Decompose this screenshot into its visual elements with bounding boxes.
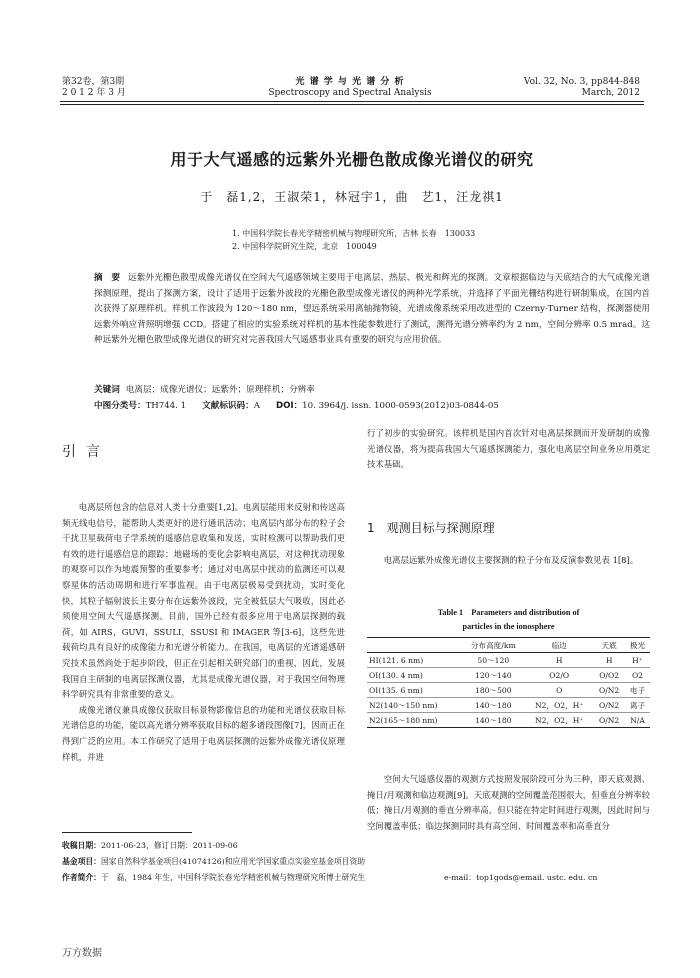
footnote-author bbox=[62, 870, 652, 886]
table-cell: O2/O bbox=[525, 668, 593, 683]
table-header-cell: 临边 bbox=[525, 638, 593, 653]
table-header-cell: 分布高度/km bbox=[462, 638, 526, 653]
footnote-rule bbox=[62, 832, 192, 833]
intro-paragraph: 成像光谱仪兼具成像仪获取目标景物影像信息的功能和光谱仪获取目标光谱信息的功能，能以高光谱分辨率获取目标的超多谱段图像[7]，因而正在得到广泛的应用。本工作研究了适用于电离层探测的远紫外成像光谱仪原理样机，并进 bbox=[62, 704, 345, 762]
footnote-received bbox=[62, 838, 652, 854]
keywords-label: 关键词 bbox=[94, 385, 120, 395]
table-cell: H⁺ bbox=[625, 653, 650, 668]
table-cell: N2(165～180 nm) bbox=[367, 713, 462, 728]
section-1-paragraph: 电离层远紫外成像光谱仪主要探测的粒子分布及反演参数见表 1[8]。 bbox=[383, 555, 639, 565]
table-header-cell: 极光 bbox=[625, 638, 650, 653]
doi-label: DOI： bbox=[275, 401, 303, 411]
abstract-text: 远紫外光栅色散型成像光谱仪在空间大气遥感领域主要用于电离层、热层、极光和辉光的探测。文章根据临边与天底结合的大气成像光谱探测原理，提出了探测方案，设计了适用于远紫外波段的光栅色散型成像光谱仪的两种光学系统，并选择了平面光栅结构进行研制集成，在国内首次获得了原理样机。样机工作波段为 120～180 nm，望远系统采用离轴抛物镜，光谱成像系统采用改进型的 Czerny-Turner 结构，探测器使用远紫外响应背照明增强 CCD。搭建了相应的实验系统对样机的基本性能参数进行了测试，测得光谱分辨率约为 2 nm，空间分辨率 0.5 mrad。这种远紫外光栅色散型成像光谱仪的研究对完善我国大气遥感事业具有重要的研究与应用价值。 bbox=[94, 273, 650, 345]
issue-date-en: March, 2012 bbox=[581, 88, 640, 98]
header-rule-thin bbox=[60, 104, 644, 105]
wanfang-watermark: 万方数据 bbox=[62, 948, 102, 959]
table-1-caption-line2: particles in the ionosphere bbox=[462, 622, 555, 631]
intro-body bbox=[62, 500, 345, 765]
keywords bbox=[94, 382, 650, 398]
journal-issue-en bbox=[524, 77, 640, 99]
table-cell: O2 bbox=[625, 668, 650, 683]
author-bio-value: 于 磊，1984 年生，中国科学院长春光学精密机械与物理研究所博士研究生 bbox=[100, 873, 366, 882]
header-rule-thick bbox=[60, 101, 644, 102]
abstract bbox=[94, 271, 650, 349]
table-cell: N/A bbox=[625, 713, 650, 728]
clc-value: TH744. 1 bbox=[145, 401, 187, 411]
classification-line bbox=[94, 398, 650, 414]
table-cell: O/N2 bbox=[593, 713, 625, 728]
author-email: e-mail：top1gods@email. ustc. edu. cn bbox=[444, 873, 598, 882]
table-row bbox=[367, 713, 650, 728]
journal-name-en: Spectroscopy and Spectral Analysis bbox=[268, 88, 432, 98]
section-1-title: 观测目标与探测原理 bbox=[386, 521, 495, 535]
journal-issue-cn: 第32卷，第3期 bbox=[62, 77, 125, 87]
table-row bbox=[367, 668, 650, 683]
doc-code-value: A bbox=[253, 401, 260, 411]
paper-title: 用于大气遥感的远紫外光栅色散成像光谱仪的研究 bbox=[170, 150, 534, 169]
table-header-cell: 天底 bbox=[593, 638, 625, 653]
journal-name bbox=[220, 77, 480, 99]
received-label: 收稿日期： bbox=[62, 841, 101, 850]
observation-modes-body bbox=[367, 772, 650, 834]
table-cell: H bbox=[593, 653, 625, 668]
table-1-caption bbox=[367, 606, 650, 634]
abstract-label: 摘 要 bbox=[94, 273, 121, 283]
table-cell: O/O2 bbox=[593, 668, 625, 683]
table-1-caption-line1: Table 1 Parameters and distribution of bbox=[437, 608, 580, 617]
fund-value: 国家自然科学基金项目(41074126)和应用光学国家重点实验室基金项目资助 bbox=[100, 857, 366, 866]
section-1-heading bbox=[367, 519, 495, 536]
table-row bbox=[367, 698, 650, 713]
footnote-funding bbox=[62, 854, 652, 870]
author-bio-label: 作者简介： bbox=[62, 873, 101, 882]
journal-name-cn: 光 谱 学 与 光 谱 分 析 bbox=[295, 77, 405, 87]
journal-volume-info bbox=[62, 77, 126, 99]
table-cell: H bbox=[525, 653, 593, 668]
received-value: 2011-06-23，修订日期：2011-09-06 bbox=[100, 841, 238, 850]
section-1-body bbox=[367, 553, 650, 569]
table-cell: 电子 bbox=[625, 683, 650, 698]
section-1-number: 1 bbox=[367, 521, 375, 535]
table-cell: O/N2 bbox=[593, 698, 625, 713]
table-cell: 离子 bbox=[625, 698, 650, 713]
table-header-cell bbox=[367, 638, 462, 653]
journal-date-cn: 2 0 1 2 年 3 月 bbox=[62, 88, 126, 98]
author-list: 于 磊1,2，王淑荣1，林冠宇1，曲 艺1，汪龙祺1 bbox=[200, 190, 504, 204]
table-cell: 140～180 bbox=[462, 698, 526, 713]
table-cell: 140～180 bbox=[462, 713, 526, 728]
table-cell: O bbox=[525, 683, 593, 698]
ionosphere-parameters-table bbox=[367, 637, 650, 728]
intro-paragraph: 电离层所包含的信息对人类十分重要[1,2]。电离层能用来反射和传送高频无线电信号，能帮助人类更好的进行通讯活动；电离层内部分布的粒子会干扰卫星载荷电子学系统的遥感信息收集和发送，实时检测可以帮助我们更有效的进行遥感信息的跟踪；地磁场的变化会影响电离层，对这种扰动现象的观察可以作为地震预警的重要参考；通过对电离层中扰动的监测还可以观察星体的活动周期和进行军事监视。由于电离层极易受到扰动，实时变化快，其粒子辐射波长主要分布在远紫外波段，完全被低层大气吸收，因此必须使用空间大气遥感探测。目前，国外已经有很多应用于电离层探测的载荷，如 AIRS，GUVI，SSULI，SSUSI 和 IMAGER 等[3-6]，这些先进载荷均具有良好的成像能力和光谱分析能力。在我国，电离层的光谱遥感研究技术虽然尚处于起步阶段，但正在引起相关研究部门的重视，因此，发展我国自主研制的电离层探测仪器，尤其是成像光谱仪器，对于我国空间物理科学研究具有非常重要的意义。 bbox=[62, 502, 345, 700]
intro-continuation bbox=[367, 426, 650, 473]
clc-label: 中图分类号： bbox=[94, 401, 146, 411]
keywords-text: 电离层；成像光谱仪；远紫外；原理样机；分辨率 bbox=[125, 385, 315, 395]
table-cell: 120～140 bbox=[462, 668, 526, 683]
intro-continuation-text: 行了初步的实验研究。该样机是国内首次针对电离层探测而开发研制的成像光谱仪器，将为提高我国大气遥感探测能力，强化电离层空间业务应用奠定技术基础。 bbox=[367, 428, 650, 470]
table-cell: 180～500 bbox=[462, 683, 526, 698]
table-cell: N2，O2，H⁺ bbox=[525, 698, 593, 713]
doi-value: 10. 3964/j. issn. 1000-0593(2012)03-0844-05 bbox=[302, 401, 499, 411]
observation-modes-paragraph: 空间大气遥感仪器的观测方式按照发展阶段可分为三种，即天底观测、掩日/月观测和临边观测[9]。天底观测的空间覆盖范围很大，但垂直分辨率较低；掩日/月观测的垂直分辨率高，但只能在特定时间进行观测，因此时间与空间覆盖率低；临边探测同时具有高空间、时间覆盖率和高垂直分 bbox=[367, 774, 650, 831]
doc-code-label: 文献标识码： bbox=[202, 401, 254, 411]
table-cell: OⅠ(135. 6 nm) bbox=[367, 683, 462, 698]
intro-heading: 引言 bbox=[62, 444, 110, 460]
table-cell: OⅠ(130. 4 nm) bbox=[367, 668, 462, 683]
table-cell: N2，O2，H⁺ bbox=[525, 713, 593, 728]
table-row bbox=[367, 683, 650, 698]
table-cell: O/N2 bbox=[593, 683, 625, 698]
affiliation-1: 1. 中国科学院长春光学精密机械与物理研究所，吉林 长春 130033 bbox=[232, 229, 476, 238]
table-cell: N2(140～150 nm) bbox=[367, 698, 462, 713]
affiliation-2: 2. 中国科学院研究生院，北京 100049 bbox=[232, 242, 377, 251]
fund-label: 基金项目： bbox=[62, 857, 101, 866]
table-cell: 50～120 bbox=[462, 653, 526, 668]
issue-pages-en: Vol. 32, No. 3, pp844-848 bbox=[523, 77, 640, 87]
table-cell: HⅠ(121. 6 nm) bbox=[367, 653, 462, 668]
table-row bbox=[367, 653, 650, 668]
